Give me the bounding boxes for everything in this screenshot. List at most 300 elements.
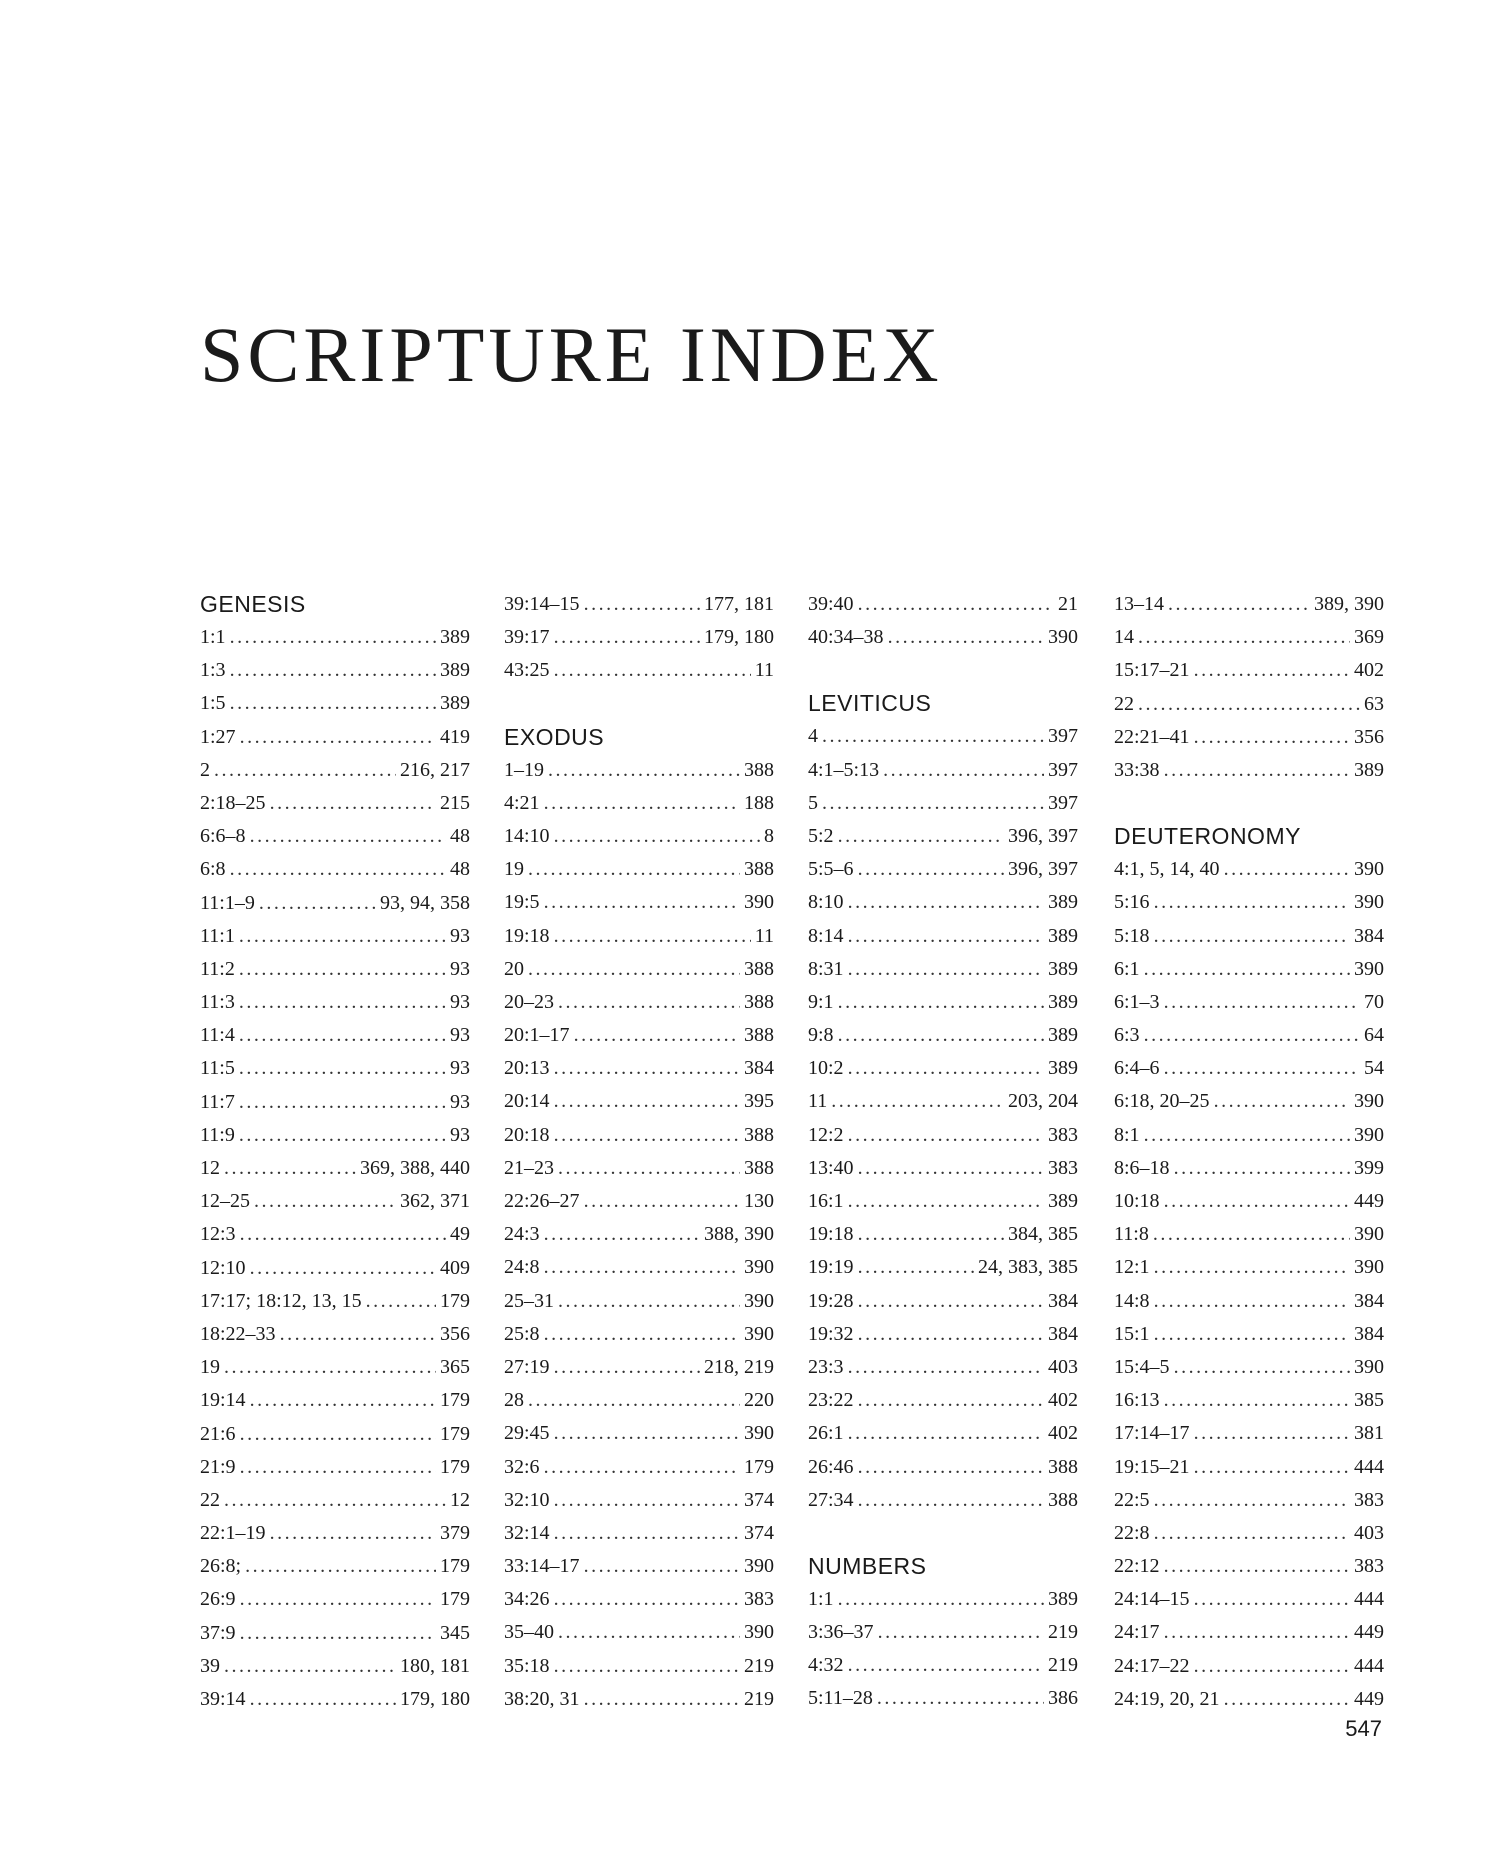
index-entry: [200, 887, 470, 920]
dot-leader: [848, 953, 1044, 986]
index-entry: [200, 1418, 470, 1451]
entry-pages: 362, 371: [400, 1190, 470, 1213]
entry-pages: 389, 390: [1314, 593, 1384, 615]
entry-pages: 345: [440, 1621, 470, 1644]
entry-pages: 402: [1048, 1422, 1078, 1445]
index-entry: [1114, 1417, 1384, 1450]
entry-pages: 356: [1354, 725, 1384, 748]
entry-pages: 219: [744, 1687, 774, 1710]
entry-pages: 388: [744, 1156, 774, 1179]
index-entry: [1114, 588, 1384, 621]
entry-pages: 369: [1354, 626, 1384, 649]
entry-reference: 11:9: [200, 1123, 235, 1146]
entry-pages: 383: [1354, 1488, 1384, 1511]
entry-pages: 397: [1048, 791, 1078, 814]
entry-reference: 12:3: [200, 1223, 236, 1246]
entry-pages: 390: [744, 1422, 774, 1445]
entry-pages: 389: [1048, 1190, 1078, 1212]
entry-reference: 1:1: [200, 626, 226, 648]
dot-leader: [544, 1451, 740, 1484]
entry-pages: 390: [744, 1322, 774, 1345]
entry-pages: 219: [1048, 1621, 1078, 1644]
index-entry: [1114, 1152, 1384, 1185]
index-entry: [808, 1351, 1078, 1384]
index-entry: [808, 986, 1078, 1019]
dot-leader: [1144, 1119, 1350, 1152]
dot-leader: [554, 1484, 740, 1517]
entry-pages: 383: [744, 1588, 774, 1611]
entry-pages: 388: [744, 957, 774, 980]
entry-pages: 179: [440, 1422, 470, 1445]
dot-leader: [1154, 1251, 1350, 1284]
entry-reference: 6:8: [200, 858, 226, 881]
entry-reference: 5:11–28: [808, 1687, 873, 1710]
entry-pages: 179: [440, 1455, 470, 1478]
entry-pages: 444: [1354, 1588, 1384, 1611]
entry-reference: 4: [808, 725, 818, 748]
dot-leader: [858, 1318, 1044, 1351]
dot-leader: [270, 1517, 436, 1550]
dot-leader: [245, 1550, 436, 1583]
index-entry: [808, 886, 1078, 919]
entry-reference: 19:19: [808, 1256, 854, 1279]
entry-reference: 4:1–5:13: [808, 758, 880, 781]
entry-reference: 15:1: [1114, 1322, 1150, 1345]
entry-pages: 390: [1048, 626, 1078, 649]
index-entry: [1114, 1052, 1384, 1085]
entry-pages: 180, 181: [400, 1654, 470, 1677]
entry-reference: 11:4: [200, 1024, 235, 1047]
index-column-2: [504, 588, 774, 1716]
entry-pages: 390: [1354, 957, 1384, 980]
dot-leader: [239, 1119, 446, 1152]
index-entry: [1114, 953, 1384, 986]
entry-pages: 389: [1048, 1024, 1078, 1047]
entry-reference: 9:1: [808, 990, 834, 1013]
dot-leader: [214, 754, 396, 787]
index-entry: [200, 1550, 470, 1583]
dot-leader: [224, 1650, 396, 1683]
entry-pages: 384: [744, 1057, 774, 1080]
dot-leader: [230, 853, 446, 886]
entry-pages: 390: [1354, 1355, 1384, 1378]
index-entry: [504, 986, 774, 1019]
entry-pages: 390: [1354, 891, 1384, 914]
entry-reference: 4:1, 5, 14, 40: [1114, 858, 1220, 881]
entry-pages: 384, 385: [1008, 1223, 1078, 1246]
entry-reference: 10:18: [1114, 1190, 1160, 1212]
dot-leader: [831, 1085, 1004, 1118]
index-entry: [200, 1285, 470, 1318]
entry-pages: 390: [1354, 1123, 1384, 1146]
entry-reference: 29:45: [504, 1422, 550, 1445]
index-entry: [200, 1119, 470, 1152]
entry-reference: 1:3: [200, 659, 226, 682]
entry-reference: 33:14–17: [504, 1555, 580, 1578]
entry-reference: 22:5: [1114, 1488, 1150, 1511]
entry-pages: 388: [1048, 1488, 1078, 1511]
entry-reference: 8:6–18: [1114, 1156, 1170, 1179]
entry-reference: 24:19, 20, 21: [1114, 1687, 1220, 1710]
entry-reference: 6:4–6: [1114, 1057, 1160, 1080]
dot-leader: [554, 621, 700, 654]
dot-leader: [544, 1218, 700, 1251]
entry-reference: 19: [200, 1356, 220, 1379]
index-entry: [808, 1052, 1078, 1085]
index-entry: [200, 1086, 470, 1119]
entry-reference: 21:6: [200, 1422, 236, 1445]
dot-leader: [584, 1185, 740, 1218]
entry-reference: 11:2: [200, 957, 235, 980]
dot-leader: [528, 853, 740, 886]
index-entry: [504, 1583, 774, 1616]
dot-leader: [544, 787, 740, 820]
entry-reference: 35–40: [504, 1621, 554, 1644]
entry-reference: 6:1–3: [1114, 990, 1160, 1013]
entry-reference: 18:22–33: [200, 1322, 276, 1345]
entry-pages: 8: [764, 824, 774, 847]
entry-reference: 8:1: [1114, 1123, 1140, 1146]
entry-pages: 54: [1364, 1057, 1384, 1080]
entry-pages: 215: [440, 791, 470, 814]
entry-reference: 16:13: [1114, 1389, 1160, 1412]
entry-reference: 12:1: [1114, 1256, 1150, 1279]
entry-reference: 4:32: [808, 1654, 844, 1677]
index-entry: [200, 853, 470, 886]
dot-leader: [240, 721, 436, 754]
entry-reference: 43:25: [504, 659, 550, 682]
entry-pages: 384: [1048, 1289, 1078, 1312]
entry-pages: 219: [744, 1654, 774, 1677]
entry-reference: 14:8: [1114, 1289, 1150, 1312]
dot-leader: [1154, 1484, 1350, 1517]
entry-pages: 449: [1354, 1621, 1384, 1644]
dot-leader: [239, 953, 446, 986]
index-entry: [504, 1451, 774, 1484]
index-entry: [200, 687, 470, 720]
entry-reference: 19:14: [200, 1389, 246, 1412]
entry-reference: 22: [200, 1488, 220, 1511]
entry-pages: 48: [450, 858, 470, 881]
entry-reference: 11:7: [200, 1090, 235, 1113]
dot-leader: [240, 1218, 446, 1251]
index-entry: [808, 588, 1078, 621]
entry-pages: 130: [744, 1190, 774, 1212]
entry-pages: 409: [440, 1256, 470, 1279]
index-entry: [808, 1451, 1078, 1484]
index-entry: [504, 787, 774, 820]
entry-reference: 20:18: [504, 1123, 550, 1146]
index-entry: [808, 953, 1078, 986]
dot-leader: [838, 1019, 1044, 1052]
entry-reference: 26:1: [808, 1422, 844, 1445]
dot-leader: [848, 886, 1044, 919]
index-entry: [1114, 1218, 1384, 1251]
entry-reference: 22:26–27: [504, 1190, 580, 1212]
index-entry: [200, 1318, 470, 1351]
entry-reference: 39: [200, 1654, 220, 1677]
entry-reference: 9:8: [808, 1024, 834, 1047]
dot-leader: [544, 886, 740, 919]
entry-reference: 39:17: [504, 626, 550, 649]
index-entry: [504, 1052, 774, 1085]
entry-reference: 24:3: [504, 1223, 540, 1246]
entry-pages: 356: [440, 1322, 470, 1345]
index-entry: [1114, 621, 1384, 654]
entry-reference: 6:1: [1114, 957, 1140, 980]
dot-leader: [558, 986, 740, 1019]
index-entry: [200, 1019, 470, 1052]
index-entry: [200, 1650, 470, 1683]
entry-reference: 17:17; 18:12, 13, 15: [200, 1289, 362, 1312]
index-entry: [200, 1351, 470, 1384]
entry-reference: 2: [200, 758, 210, 781]
entry-pages: 390: [744, 1256, 774, 1279]
entry-reference: 22:1–19: [200, 1522, 266, 1545]
entry-pages: 218, 219: [704, 1355, 774, 1378]
entry-pages: 403: [1354, 1521, 1384, 1544]
dot-leader: [554, 820, 760, 853]
index-entry: [504, 1351, 774, 1384]
entry-reference: 19:28: [808, 1289, 854, 1312]
dot-leader: [1144, 1019, 1360, 1052]
entry-pages: 383: [1048, 1156, 1078, 1179]
entry-pages: 389: [1354, 758, 1384, 781]
dot-leader: [366, 1285, 436, 1318]
index-entry: [200, 787, 470, 820]
dot-leader: [584, 1550, 740, 1583]
entry-pages: 63: [1364, 692, 1384, 715]
entry-reference: 24:17–22: [1114, 1654, 1190, 1677]
entry-reference: 5: [808, 791, 818, 814]
dot-leader: [877, 1682, 1044, 1715]
index-entry: [1114, 754, 1384, 787]
dot-leader: [838, 820, 1004, 853]
dot-leader: [240, 1617, 436, 1650]
dot-leader: [280, 1318, 436, 1351]
dot-leader: [230, 621, 436, 654]
index-entry: [504, 1650, 774, 1683]
entry-pages: 179: [744, 1455, 774, 1478]
dot-leader: [1153, 1218, 1350, 1251]
entry-pages: 388: [744, 858, 774, 881]
index-entry: [1114, 1616, 1384, 1649]
entry-pages: 390: [744, 891, 774, 914]
dot-leader: [848, 1649, 1044, 1682]
index-entry: [504, 1019, 774, 1052]
entry-reference: 32:14: [504, 1521, 550, 1544]
entry-pages: 389: [1048, 891, 1078, 914]
entry-reference: 20:14: [504, 1090, 550, 1113]
entry-pages: 64: [1364, 1024, 1384, 1047]
dot-leader: [250, 1252, 436, 1285]
entry-pages: 389: [1048, 990, 1078, 1013]
index-entry: [200, 820, 470, 853]
entry-reference: 8:14: [808, 924, 844, 947]
entry-reference: 17:14–17: [1114, 1422, 1190, 1445]
book-heading: DEUTERONOMY: [1114, 823, 1301, 850]
dot-leader: [1194, 1451, 1350, 1484]
dot-leader: [224, 1351, 436, 1384]
index-entry: [504, 953, 774, 986]
entry-pages: 385: [1354, 1389, 1384, 1412]
dot-leader: [1138, 688, 1360, 721]
index-entry: [1114, 688, 1384, 721]
entry-pages: 395: [744, 1090, 774, 1113]
dot-leader: [858, 1218, 1004, 1251]
dot-leader: [554, 1417, 740, 1450]
index-entry: [1114, 1285, 1384, 1318]
dot-leader: [1164, 1550, 1350, 1583]
index-entry: [808, 1251, 1078, 1284]
index-entry: [504, 1384, 774, 1417]
entry-pages: 383: [1048, 1123, 1078, 1146]
book-heading: GENESIS: [200, 591, 306, 617]
index-entry: [808, 1649, 1078, 1682]
entry-reference: 34:26: [504, 1588, 550, 1611]
entry-pages: 11: [754, 659, 774, 682]
entry-reference: 19:18: [808, 1223, 854, 1246]
entry-reference: 23:22: [808, 1389, 854, 1412]
dot-leader: [259, 887, 376, 920]
entry-pages: 179, 180: [704, 626, 774, 649]
dot-leader: [848, 1052, 1044, 1085]
entry-pages: 24, 383, 385: [978, 1256, 1078, 1279]
entry-pages: 388: [744, 758, 774, 781]
index-entry: [808, 1583, 1078, 1616]
index-columns: [200, 588, 1384, 1738]
entry-pages: 388: [1048, 1455, 1078, 1478]
book-heading: NUMBERS: [808, 1552, 927, 1579]
entry-pages: 219: [1048, 1654, 1078, 1677]
index-entry: [200, 1683, 470, 1716]
entry-reference: 20:1–17: [504, 1024, 570, 1047]
entry-pages: 93: [450, 924, 470, 947]
index-entry: [1114, 1384, 1384, 1417]
entry-pages: 388: [744, 990, 774, 1013]
entry-reference: 35:18: [504, 1654, 550, 1677]
index-entry: [200, 1583, 470, 1616]
dot-leader: [1154, 1318, 1350, 1351]
index-entry: [200, 1218, 470, 1251]
entry-pages: 389: [440, 626, 470, 648]
entry-reference: 12–25: [200, 1190, 250, 1213]
dot-leader: [848, 920, 1044, 953]
entry-pages: 389: [440, 692, 470, 715]
dot-leader: [240, 1451, 436, 1484]
entry-reference: 1–19: [504, 758, 544, 781]
index-entry: [808, 1185, 1078, 1218]
entry-reference: 11:5: [200, 1057, 235, 1080]
entry-reference: 25:8: [504, 1322, 540, 1345]
dot-leader: [1154, 886, 1350, 919]
dot-leader: [858, 1384, 1044, 1417]
entry-pages: 397: [1048, 725, 1078, 748]
index-entry: [504, 1251, 774, 1284]
dot-leader: [858, 853, 1004, 886]
index-entry: [200, 654, 470, 687]
dot-leader: [554, 1517, 740, 1550]
dot-leader: [254, 1185, 396, 1218]
entry-pages: 396, 397: [1008, 824, 1078, 847]
index-entry: [808, 1318, 1078, 1351]
entry-pages: 93: [450, 1123, 470, 1146]
entry-pages: 403: [1048, 1355, 1078, 1378]
index-column-1: [200, 588, 470, 1716]
page-title: SCRIPTURE INDEX: [200, 311, 943, 398]
entry-pages: 93: [450, 991, 470, 1014]
index-entry: [808, 787, 1078, 820]
entry-reference: 5:16: [1114, 891, 1150, 914]
entry-reference: 6:18, 20–25: [1114, 1090, 1210, 1113]
index-entry: [504, 1119, 774, 1152]
dot-leader: [574, 1019, 740, 1052]
entry-pages: 21: [1058, 593, 1078, 615]
dot-leader: [848, 1119, 1044, 1152]
entry-reference: 1:1: [808, 1587, 834, 1610]
entry-reference: 6:6–8: [200, 825, 246, 848]
entry-pages: 384: [1048, 1322, 1078, 1345]
entry-pages: 449: [1354, 1190, 1384, 1212]
dot-leader: [240, 1418, 436, 1451]
dot-leader: [584, 1683, 740, 1716]
entry-reference: 19:32: [808, 1322, 854, 1345]
index-entry: [504, 1085, 774, 1118]
entry-pages: 177, 181: [704, 593, 774, 615]
entry-reference: 26:9: [200, 1588, 236, 1611]
index-entry: [808, 1484, 1078, 1517]
index-entry: [808, 1417, 1078, 1450]
dot-leader: [858, 588, 1054, 621]
dot-leader: [554, 1583, 740, 1616]
index-entry: [200, 1517, 470, 1550]
dot-leader: [239, 986, 446, 1019]
dot-leader: [1224, 853, 1350, 886]
dot-leader: [883, 754, 1044, 787]
entry-pages: 179: [440, 1389, 470, 1412]
entry-pages: 374: [744, 1488, 774, 1511]
index-entry: [504, 853, 774, 886]
entry-reference: 26:46: [808, 1455, 854, 1478]
dot-leader: [528, 953, 740, 986]
index-entry: [200, 1617, 470, 1650]
index-entry: [200, 1185, 470, 1218]
entry-reference: 39:14: [200, 1688, 246, 1710]
entry-reference: 21–23: [504, 1156, 554, 1179]
dot-leader: [1164, 1052, 1360, 1085]
dot-leader: [848, 1351, 1044, 1384]
dot-leader: [1194, 721, 1350, 754]
index-entry: [1114, 1318, 1384, 1351]
entry-reference: 22:8: [1114, 1521, 1150, 1544]
index-entry: [1114, 1351, 1384, 1384]
entry-pages: 388: [744, 1024, 774, 1047]
index-entry: [504, 820, 774, 853]
index-entry: [1114, 654, 1384, 687]
index-entry: [808, 1085, 1078, 1118]
index-entry: [1114, 1185, 1384, 1218]
index-entry: [1114, 1119, 1384, 1152]
entry-reference: 1:27: [200, 725, 236, 748]
entry-pages: 399: [1354, 1156, 1384, 1179]
dot-leader: [1154, 1285, 1350, 1318]
entry-pages: 384: [1354, 1322, 1384, 1345]
entry-reference: 23:3: [808, 1355, 844, 1378]
entry-pages: 93: [450, 1024, 470, 1047]
dot-leader: [1214, 1085, 1350, 1118]
index-entry: [808, 1616, 1078, 1649]
dot-leader: [858, 1285, 1044, 1318]
